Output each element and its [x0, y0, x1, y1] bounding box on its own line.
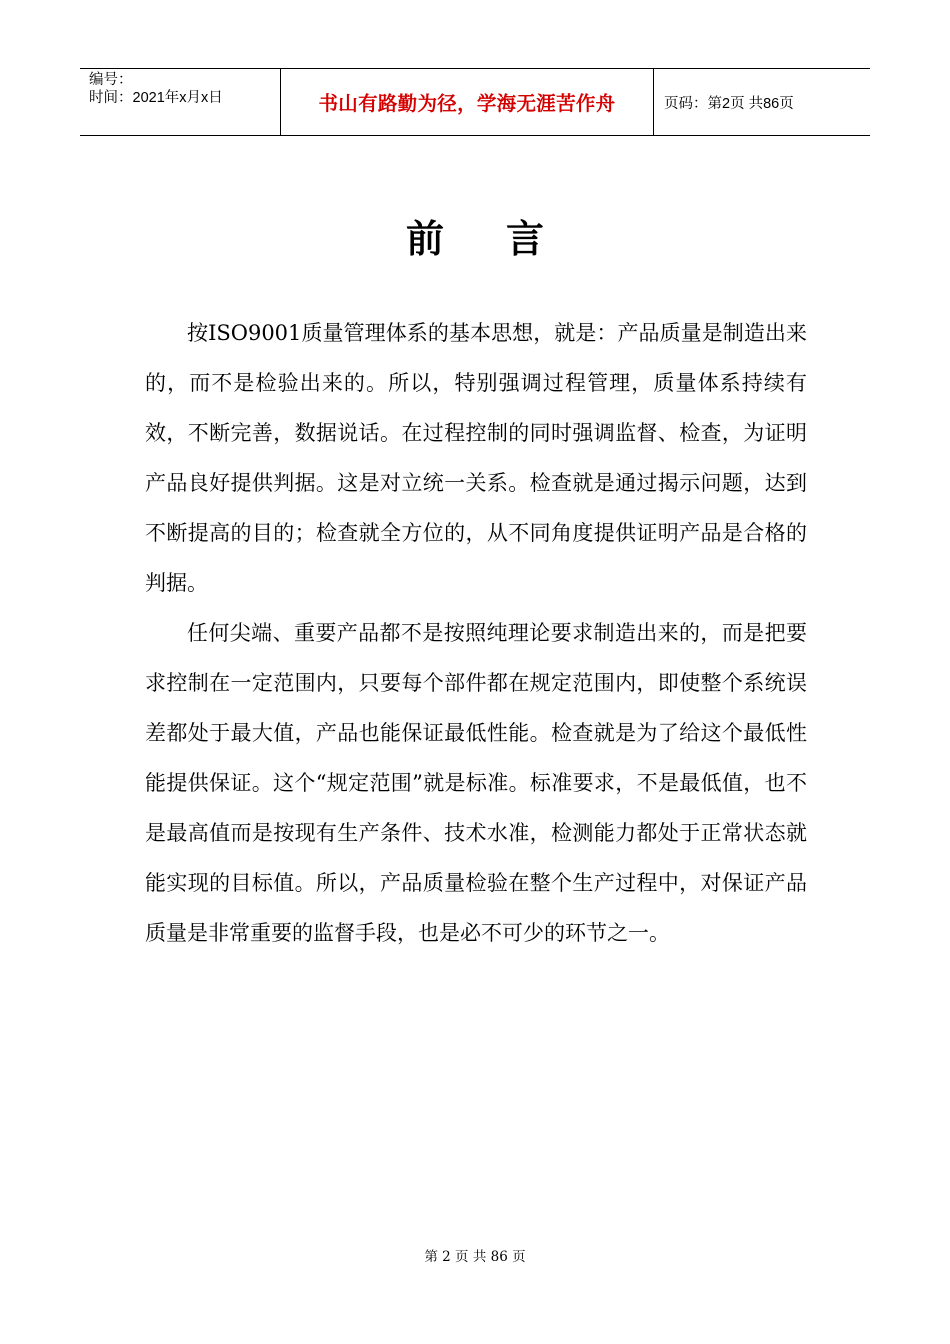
paragraph: 任何尖端、重要产品都不是按照纯理论要求制造出来的，而是把要求控制在一定范围内，只要每个部件都在规定范围内，即使整个系统误差都处于最大值，产品也能保证最低性能。检查就是为了给这个最低性能提供保证。这个“规定范围”就是标准。标准要求，不是最低值，也不是最高值而是按现有生产条件、技术水准，检测能力都处于正常状态就能实现的目标值。所以，产品质量检验在整个生产过程中，对保证产品质量是非常重要的监督手段，也是必不可少的环节之一。 [145, 621, 807, 945]
header-motto: 书山有路勤为径，学海无涯苦作舟 [281, 69, 654, 135]
document-date: 时间：2021年x月x日 [89, 90, 223, 106]
header-page-info: 页码：第2页 共86页 [664, 95, 794, 112]
header-meta [80, 69, 281, 135]
page-footer: 第 2 页 共 86 页 [424, 1249, 526, 1265]
page-header [80, 68, 870, 136]
document-body [145, 308, 807, 958]
document-number-label: 编号： [89, 72, 133, 88]
paragraph: 按ISO9001质量管理体系的基本思想，就是：产品质量是制造出来的，而不是检验出来的。所以，特别强调过程管理，质量体系持续有效，不断完善，数据说话。在过程控制的同时强调监督、检查，为证明产品良好提供判据。这是对立统一关系。检查就是通过揭示问题，达到不断提高的目的；检查就全方位的，从不同角度提供证明产品是合格的判据。 [145, 321, 807, 595]
document-title: 前言 [405, 217, 606, 261]
